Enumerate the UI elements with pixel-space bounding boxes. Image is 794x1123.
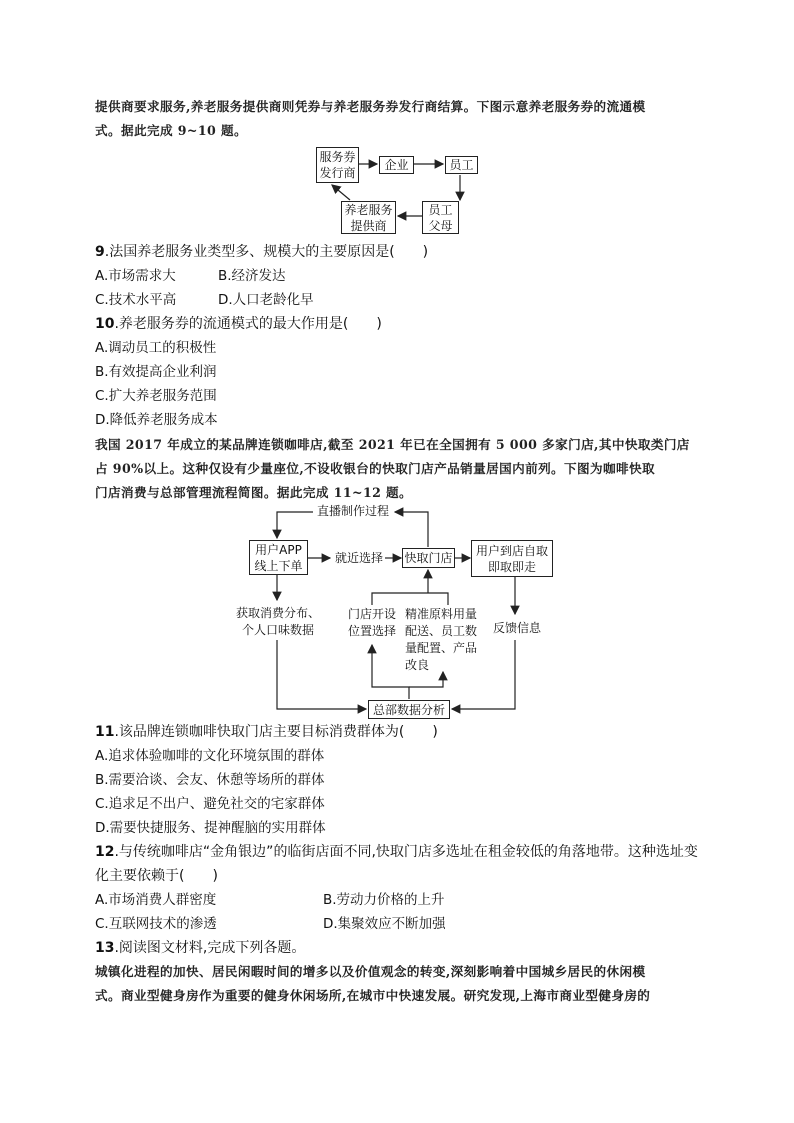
material-text-line: 占 90%以上。这种仅设有少量座位,不设收银台的快取门店产品销量居国内前列。下图为咖啡快取	[95, 461, 656, 476]
elderly-service-provider-box: 养老服务 提供商	[341, 201, 396, 234]
employee-parents-box: 员工 父母	[422, 201, 459, 234]
question-11-stem: 11.该品牌连锁咖啡快取门店主要目标消费群体为( )	[95, 724, 438, 740]
material-text-line: 式。据此完成 9~10 题。	[95, 123, 247, 138]
material-text-line: 提供商要求服务,养老服务提供商则凭券与养老服务券发行商结算。下图示意养老服务券的流通模	[95, 99, 646, 114]
question-13-stem: 13.阅读图文材料,完成下列各题。	[95, 940, 306, 956]
question-12-stem: 12.与传统咖啡店“金角银边”的临街店面不同,快取门店多选址在租金较低的角落地带。这种选址变	[95, 844, 698, 860]
question-11-option-b: B.需要洽谈、会友、休憩等场所的群体	[95, 772, 325, 788]
question-10-option-b: B.有效提高企业利润	[95, 364, 217, 380]
question-12-option-d: D.集聚效应不断加强	[323, 916, 446, 932]
material-text-line: 式。商业型健身房作为重要的健身休闲场所,在城市中快速发展。研究发现,上海市商业型健身房的	[95, 988, 651, 1003]
consumption-data-label: 获取消费分布、 个人口味数据	[236, 606, 321, 637]
question-9-option-a: A.市场需求大	[95, 268, 176, 284]
question-12-option-a: A.市场消费人群密度	[95, 892, 217, 908]
voucher-issuer-box: 服务券 发行商	[316, 147, 359, 183]
question-9-stem: 9.法国养老服务业类型多、规模大的主要原因是( )	[95, 244, 429, 260]
employee-box: 员工	[445, 156, 478, 174]
feedback-label: 反馈信息	[492, 621, 541, 635]
user-pickup-box: 用户到店自取 即取即走	[471, 540, 553, 577]
material-text-line: 城镇化进程的加快、居民闲暇时间的增多以及价值观念的转变,深刻影响着中国城乡居民的休闲模	[95, 964, 646, 979]
question-12-option-b: B.劳动力价格的上升	[323, 892, 445, 908]
store-site-selection-label: 门店开设 位置选择	[347, 607, 396, 638]
question-9-option-c: C.技术水平高	[95, 292, 177, 308]
question-12-option-c: C.互联网技术的渗透	[95, 916, 217, 932]
hq-data-analysis-box: 总部数据分析	[368, 700, 450, 719]
enterprise-box: 企业	[379, 156, 414, 174]
question-10-stem: 10.养老服务券的流通模式的最大作用是( )	[95, 316, 382, 332]
question-11-option-c: C.追求足不出户、避免社交的宅家群体	[95, 796, 325, 812]
question-12-stem-continued: 化主要依赖于( )	[95, 868, 218, 884]
nearby-choice-label: 就近选择	[334, 551, 383, 565]
question-10-option-a: A.调动员工的积极性	[95, 340, 217, 356]
pickup-store-box: 快取门店	[402, 548, 455, 568]
question-11-option-a: A.追求体验咖啡的文化环境氛围的群体	[95, 748, 325, 764]
material-text-line: 我国 2017 年成立的某品牌连锁咖啡店,截至 2021 年已在全国拥有 5 000 多家门店,其中快取类门店	[95, 437, 690, 452]
question-9-option-d: D.人口老龄化早	[218, 292, 314, 308]
precise-supply-label: 精准原料用量 配送、员工数 量配置、产品 改良	[405, 607, 478, 672]
question-10-option-d: D.降低养老服务成本	[95, 412, 218, 428]
question-10-option-c: C.扩大养老服务范围	[95, 388, 217, 404]
app-order-box: 用户APP 线上下单	[249, 540, 308, 575]
material-text-line: 门店消费与总部管理流程简图。据此完成 11~12 题。	[95, 485, 413, 500]
live-production-label: 直播制作过程	[316, 504, 389, 518]
question-9-option-b: B.经济发达	[218, 268, 286, 284]
question-11-option-d: D.需要快捷服务、提神醒脑的实用群体	[95, 820, 326, 836]
